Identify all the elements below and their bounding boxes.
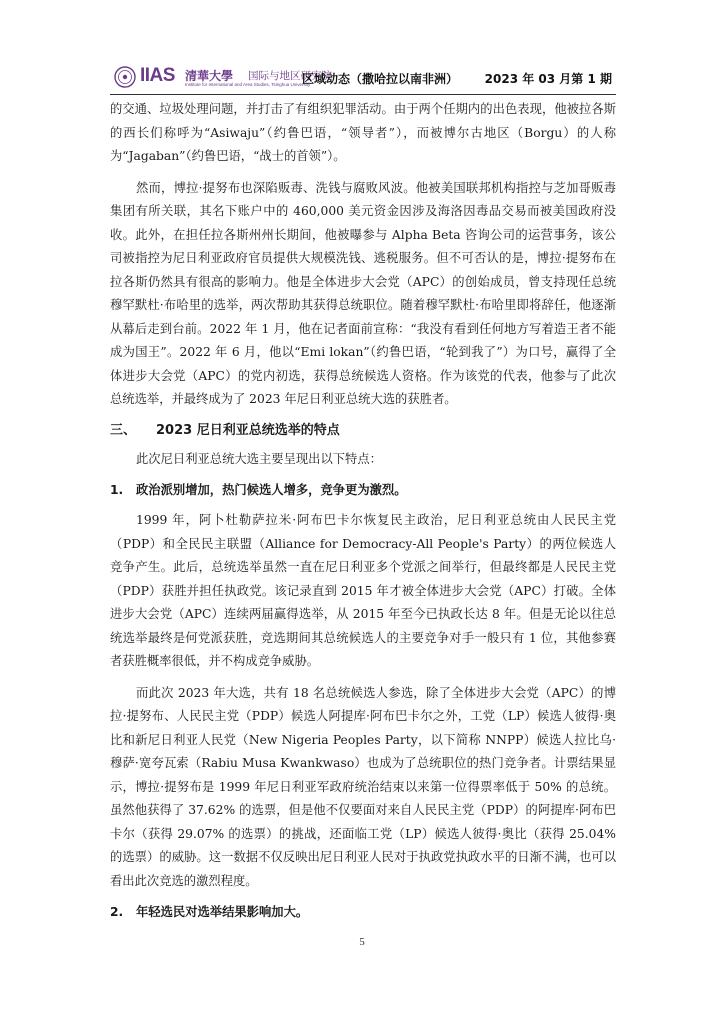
subsection-number-2: 2. — [110, 905, 124, 919]
header-section-title: 区域动态（撒哈拉以南非洲） — [302, 72, 459, 86]
subsection-heading-1 — [110, 479, 616, 501]
subsection-title-2: 年轻选民对选举结果影响加大。 — [136, 905, 309, 919]
header-issue: 2023 年 03 月第 1 期 — [484, 72, 612, 86]
section-number: 三、 — [110, 422, 137, 438]
logo-iias: IIAS — [140, 65, 175, 86]
page-header — [110, 64, 616, 95]
subsection-number-1: 1. — [110, 483, 124, 497]
document-body — [110, 98, 616, 927]
paragraph-2023: 而此次 2023 年大选，共有 18 名总统候选人参选，除了全体进步大会党（APC）的博拉·提努布、人民民主党（PDP）候选人阿提库·阿布巴卡尔之外，工党（LP）候选人彼得·奥比和新尼日利亚人民党（New Nigeria Peoples Party，以下简称 NNPP）候选人拉比乌·穆萨·宽夸瓦索（Rabiu Musa Kwankwaso）也成为了总统职位的热门竞争者。计票结果显示，博拉·提努布是 1999 年尼日利亚军政府统治结束以来第一位得票率低于 50% 的总统。虽然他获得了 37.62% 的选票，但是他不仅要面对来自人民民主党（PDP）的阿提库·阿布巴卡尔（获得 29.07% 的选票）的挑战，还面临工党（LP）候选人彼得·奥比（获得 25.04% 的选票）的威胁。这一数据不仅反映出尼日利亚人民对于执政党执政水平的日渐不满，也可以看出此次竞选的激烈程度。 — [110, 685, 616, 888]
logo-university: 清華大學 — [185, 69, 234, 83]
paragraph-controversy: 然而，博拉·提努布也深陷贩毒、洗钱与腐败风波。他被美国联邦机构指控与芝加哥贩毒集团有所关联，其名下账户中的 460,000 美元资金因涉及海洛因毒品交易而被美国政府没收。此外，在担任拉各斯州州长期间，他被曝参与 Alpha Beta 咨询公司的运营事务，该公司被指控为尼日利亚政府官员提供大规模洗钱、逃税服务。但不可否认的是，博拉·提努布在拉各斯仍然具有很高的影响力。他是全体进步大会党（APC）的创始成员，曾支持现任总统穆罕默杜·布哈里的选举，两次帮助其获得总统职位。随着穆罕默杜·布哈里即将辞任，他逐渐从幕后走到台前。2022 年 1 月，他在记者面前宣称：“我没有看到任何地方写着造王者不能成为国王”。2022 年 6 月，他以“Emi lokan”（约鲁巴语，“轮到我了”）为口号，赢得了全体进步大会党（APC）的党内初选，获得总统候选人资格。作为该党的代表，他参与了此次总统选举，并最终成为了 2023 年尼日利亚总统大选的获胜者。 — [110, 180, 616, 406]
paragraph-1999: 1999 年，阿卜杜勒萨拉米·阿布巴卡尔恢复民主政治，尼日利亚总统由人民民主党（PDP）和全民民主联盟（Alliance for Democracy-All People's Party）的两位候选人竞争产生。此后，总统选举虽然一直在尼日利亚多个党派之间举行，但最终都是人民民主党（PDP）获胜并担任执政党。该记录直到 2015 年才被全体进步大会党（APC）打破。全体进步大会党（APC）连续两届赢得选举，从 2015 年至今已执政长达 8 年。但是无论以往总统选举最终是何党派获胜，竞选期间其总统候选人的主要竞争对手一般只有 1 位，其他参赛者获胜概率很低，并不构成竞争威胁。 — [110, 513, 616, 668]
section-title: 2023 尼日利亚总统选举的特点 — [156, 422, 340, 438]
paragraph-intro: 的交通、垃圾处理问题，并打击了有组织犯罪活动。由于两个任期内的出色表现，他被拉各斯的西长们称呼为“Asiwaju”（约鲁巴语，“领导者”），而被博尔古地区（Borgu）的人称为“Jagaban”（约鲁巴语，“战士的首领”）。 — [110, 102, 616, 163]
section-heading — [110, 420, 616, 442]
section-intro: 此次尼日利亚总统大选主要呈现出以下特点： — [136, 451, 382, 466]
tsinghua-seal-icon — [114, 66, 136, 88]
page-number: 5 — [359, 936, 365, 948]
subsection-heading-2 — [110, 901, 616, 923]
subsection-title-1: 政治派别增加，热门候选人增多，竞争更为激烈。 — [136, 483, 407, 497]
logo-subtitle: Institute for International and Area Studies, Tsinghua University — [185, 82, 311, 87]
logo-institute: 国际与地区研究院 — [248, 70, 332, 82]
